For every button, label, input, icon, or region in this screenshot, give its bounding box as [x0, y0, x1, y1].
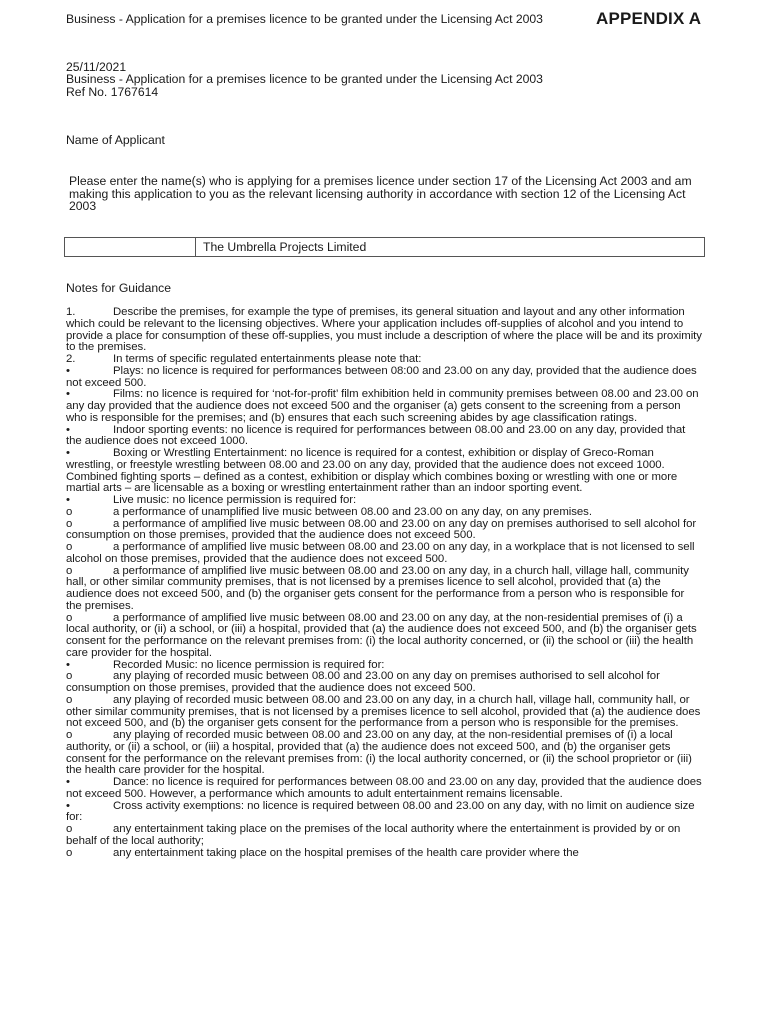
- guidance-text: Boxing or Wrestling Entertainment: no licence is required for a contest, exhibition or display of Greco-Roman wrestling, or freestyle wrestling between 08.00 and 23.00 on any day, provided that the audience does not exceed 1000. Combined fighting sports – defined as a contest, exhibition or display which combines boxing or wrestling with one or more martial arts – are licensable as a boxing or wrestling entertainment rather than an indoor sporting event.: [66, 447, 678, 495]
- guidance-paragraph: [66, 366, 702, 390]
- guidance-text: a performance of amplified live music between 08.00 and 23.00 on any day, in a workplace that is not licensed to sell alcohol on those premises, provided that the audience does not exceed 500.: [66, 541, 695, 565]
- guidance-text: a performance of amplified live music between 08.00 and 23.00 on any day, in a church hall, village hall, community hall, or other similar community premises, that is not licensed by a premises licence to sell alcohol, provided that (a) the audience does not exceed 500, and (b) the organiser gets consent for the performance from a person who is responsible for the premises.: [66, 564, 689, 612]
- guidance-marker: o: [66, 505, 73, 518]
- application-date: 25/11/2021: [66, 60, 127, 74]
- guidance-text: Recorded Music: no licence permission is required for:: [113, 658, 385, 671]
- guidance-marker: •: [66, 494, 70, 506]
- section-heading-applicant: Name of Applicant: [66, 133, 165, 147]
- guidance-text: Live music: no licence permission is required for:: [113, 494, 357, 506]
- guidance-marker: o: [66, 846, 73, 859]
- guidance-marker: •: [66, 423, 70, 436]
- guidance-heading: Notes for Guidance: [66, 281, 172, 295]
- guidance-text: a performance of amplified live music between 08.00 and 23.00 on any day on premises authorised to sell alcohol for consumption on those premises, provided that the audience does not exceed 500.: [66, 517, 697, 542]
- guidance-paragraph: [66, 671, 702, 695]
- guidance-text: Indoor sporting events: no licence is required for performances between 08.00 and 23.00 on any day, provided that the audience does not exceed 1000.: [66, 423, 686, 448]
- applicant-name-field[interactable]: The Umbrella Projects Limited: [203, 240, 367, 254]
- guidance-paragraph: [66, 542, 702, 566]
- guidance-paragraph: [66, 730, 702, 777]
- guidance-text: any entertainment taking place on the hospital premises of the health care provider where the: [113, 846, 579, 859]
- guidance-paragraph: [66, 566, 702, 613]
- guidance-text: any playing of recorded music between 08.00 and 23.00 on any day on premises authorised to sell alcohol for consumption on those premises, provided that the audience does not exceed 500.: [66, 670, 660, 694]
- guidance-text: any entertainment taking place on the premises of the local authority where the entertainment is provided by or on behalf of the local authority;: [66, 823, 681, 847]
- guidance-marker: •: [66, 447, 70, 459]
- applicant-name-table: [64, 237, 705, 257]
- guidance-text: Films: no licence is required for ‘not-for-profit’ film exhibition held in community premises between 08.00 and 23.00 on any day provided that the audience does not exceed 500 and the organiser (a) gets consent to the screening from a person who is responsible for the premises; and (b) ensures that each such screening abides by age classification ratings.: [66, 388, 699, 424]
- guidance-marker: •: [66, 364, 70, 377]
- guidance-marker: o: [66, 517, 73, 530]
- guidance-marker: o: [66, 611, 73, 624]
- guidance-text: Cross activity exemptions: no licence is required between 08.00 and 23.00 on any day, with no limit on audience size for:: [66, 799, 695, 824]
- guidance-paragraph: [66, 389, 702, 424]
- guidance-marker: 2.: [66, 353, 76, 365]
- guidance-text: any playing of recorded music between 08.00 and 23.00 on any day, at the non-residential premises of (i) a local authority, or (ii) a school, or (iii) a hospital, provided that (a) the audience does not exceed 500, and (b) the organiser gets consent for the performance on the relevant premises from: (i) the local authority concerned, or (ii) the school proprietor or (iii) the health care provider for the hospital.: [66, 729, 692, 777]
- guidance-text: a performance of amplified live music between 08.00 and 23.00 on any day, at the non-residential premises of (i) a local authority, or (ii) a school, or (iii) a hospital, provided that (a) the audience does not exceed 500, and (b) the organiser gets consent for the performance on the relevant premises from: (i) the local authority concerned, or (ii) the school or (iii) the health care provider for the hospital.: [66, 611, 697, 659]
- guidance-marker: o: [66, 564, 73, 577]
- guidance-paragraph: [66, 613, 702, 660]
- guidance-text: Dance: no licence is required for performances between 08.00 and 23.00 on any day, provided that the audience does not exceed 500. However, a performance which amounts to adult entertainment remains licensable.: [66, 776, 702, 800]
- guidance-paragraph: [66, 801, 702, 825]
- guidance-marker: o: [66, 693, 73, 706]
- guidance-marker: •: [66, 388, 70, 401]
- guidance-marker: 1.: [66, 306, 76, 318]
- guidance-text: In terms of specific regulated entertainments please note that:: [113, 353, 422, 365]
- guidance-paragraph: [66, 448, 702, 495]
- reference-number: Ref No. 1767614: [66, 84, 159, 99]
- guidance-marker: •: [66, 658, 70, 671]
- guidance-marker: o: [66, 670, 73, 683]
- guidance-paragraph: [66, 777, 702, 801]
- guidance-marker: •: [66, 799, 70, 812]
- guidance-paragraph: [66, 425, 702, 449]
- header-title: Business - Application for a premises licence to be granted under the Licensing Act 2003: [66, 12, 543, 26]
- guidance-marker: o: [66, 823, 73, 835]
- appendix-label: APPENDIX A: [596, 9, 702, 28]
- guidance-marker: o: [66, 541, 73, 553]
- guidance-text: Plays: no licence is required for performances between 08:00 and 23.00 on any day, provided that the audience does not exceed 500.: [66, 364, 697, 389]
- guidance-marker: •: [66, 776, 70, 788]
- guidance-text: Describe the premises, for example the type of premises, its general situation and layout and any other information which could be relevant to the licensing objectives. Where your application includes off-supplies of alcohol and you intend to provide a place for consumption of these off-supplies, you must include a description of where the place will be and its proximity to the premises.: [66, 306, 702, 354]
- guidance-text: a performance of unamplified live music between 08.00 and 23.00 on any day, on any premises.: [113, 505, 592, 518]
- guidance-paragraph: [66, 824, 702, 848]
- guidance-paragraph: [66, 695, 702, 730]
- applicant-instruction: Please enter the name(s) who is applying for a premises licence under section 17 of the Licensing Act 2003 and am making this application to you as the relevant licensing authority in accordance with section 12 of the Licensing Act 2003: [69, 174, 692, 214]
- applicant-name-label-cell: [65, 238, 196, 256]
- application-title: Business - Application for a premises licence to be granted under the Licensing Act 2003: [66, 72, 543, 87]
- guidance-paragraph: [66, 848, 702, 860]
- application-meta: [66, 61, 543, 98]
- guidance-text: any playing of recorded music between 08.00 and 23.00 on any day, in a church hall, village hall, community hall, or other similar community premises, that is not licensed by a premises licence to sell alcohol, provided that (a) the audience does not exceed 500, and (b) the organiser gets consent for the performance from a person who is responsible for the premises.: [66, 693, 701, 730]
- guidance-paragraph: [66, 307, 702, 354]
- guidance-notes: [66, 307, 702, 859]
- guidance-paragraph: [66, 519, 702, 543]
- guidance-marker: o: [66, 729, 73, 741]
